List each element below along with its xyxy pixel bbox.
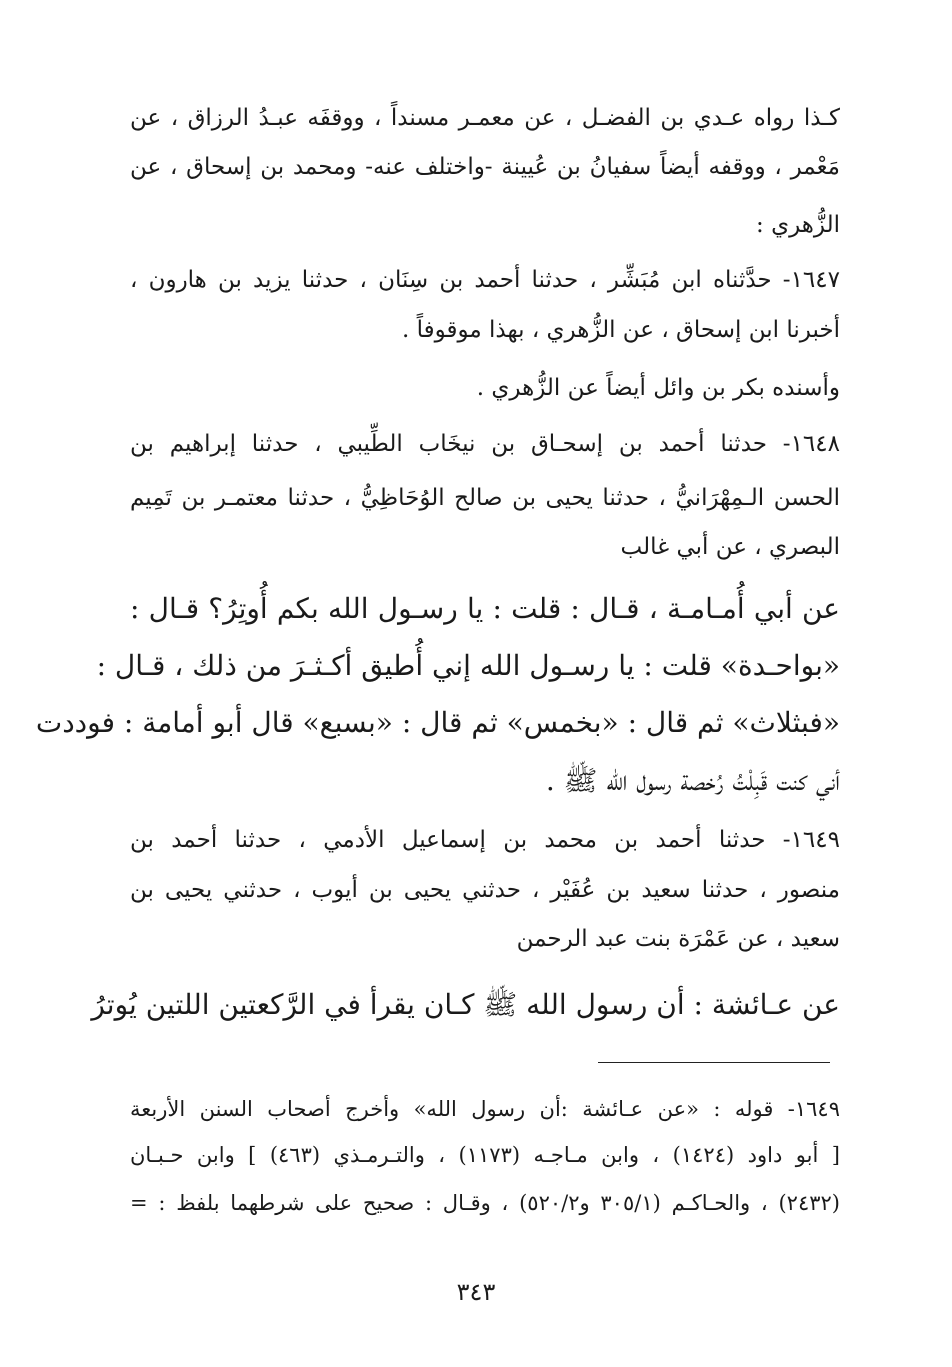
page-number: ٣٤٣: [456, 1278, 496, 1306]
hadith-1649-line: سعيد ، عن عَمْرَة بنت عبد الرحمن: [516, 926, 840, 952]
footnote-separator: [598, 1062, 830, 1063]
text-line: وأسنده بكر بن وائل أيضاً عن الزُّهري .: [476, 375, 840, 401]
matn-line: أني كنت قَبِلْتُ رُخصة رسول الله ﷺ .: [545, 764, 840, 797]
matn-line: «بواحـدة» قلت : يا رسـول الله إني أُطيق أكـثـرَ من ذلك ، قـال :: [96, 649, 840, 682]
text-line: الزُّهري :: [756, 212, 840, 238]
text-line: مَعْمر ، ووقفه أيضاً سفيانُ بن عُيينة -واختلف عنه- ومحمد بن إسحاق ، عن: [130, 154, 840, 180]
hadith-1647-line: ١٦٤٧- حدَّثناه ابن مُبَشِّر ، حدثنا أحمد بن سِنَان ، حدثنا يزيد بن هارون ،: [130, 267, 840, 293]
matn-line: عن عـائشة : أن رسول الله ﷺ كـان يقرأ في الرَّكعتين اللتين يُوترُ: [91, 988, 840, 1021]
hadith-1648-line: ١٦٤٨- حدثنا أحمد بن إسحـاق بن نيخَاب الطِّيبي ، حدثنا إبراهيم بن: [130, 431, 840, 457]
hadith-1648-line: البصري ، عن أبي غالب: [620, 534, 840, 560]
hadith-1649-line: منصور ، حدثنا سعيد بن عُفَيْر ، حدثني يحيى بن أيوب ، حدثني يحيى بن: [130, 877, 840, 903]
text-line: كـذا رواه عـدي بن الفضـل ، عن معمـر مسنداً ، ووقفَه عبـدُ الرزاق ، عن: [130, 105, 840, 131]
footnote-line: ١٦٤٩- قوله : «عن عـائشة :أن رسول الله» وأخرج أصحاب السنن الأربعة: [130, 1097, 840, 1121]
hadith-1647-line: أخبرنا ابن إسحاق ، عن الزُّهري ، بهذا موقوفاً .: [402, 317, 840, 343]
hadith-1648-line: الحسن الـمِهْرَانيُّ ، حدثنا يحيى بن صالح الوُحَاظِيُّ ، حدثنا معتمـر بن تَمِيم: [130, 485, 840, 511]
footnote-line: [ أبو داود (١٤٢٤) ، وابن مـاجـه (١١٧٣) ، والتـرمـذي (٤٦٣) ] وابن حـبـان: [130, 1143, 840, 1167]
matn-line: عن أبي أُمـامـة ، قـال : قلت : يا رسـول الله بكم أُوتِرُ؟ قـال :: [130, 592, 840, 625]
footnote-line: (٢٤٣٢) ، والحـاكـم (٣٠٥/١ و٥٢٠/٢) ، وقـال : صحيح على شرطهما بلفظ : =: [130, 1191, 840, 1215]
matn-line: «فبثلاث» ثم قال : «بخمس» ثم قال : «بسبع» قال أبو أمامة : فوددت: [35, 706, 840, 739]
hadith-1649-line: ١٦٤٩- حدثنا أحمد بن محمد بن إسماعيل الأدمي ، حدثنا أحمد بن: [130, 827, 840, 853]
